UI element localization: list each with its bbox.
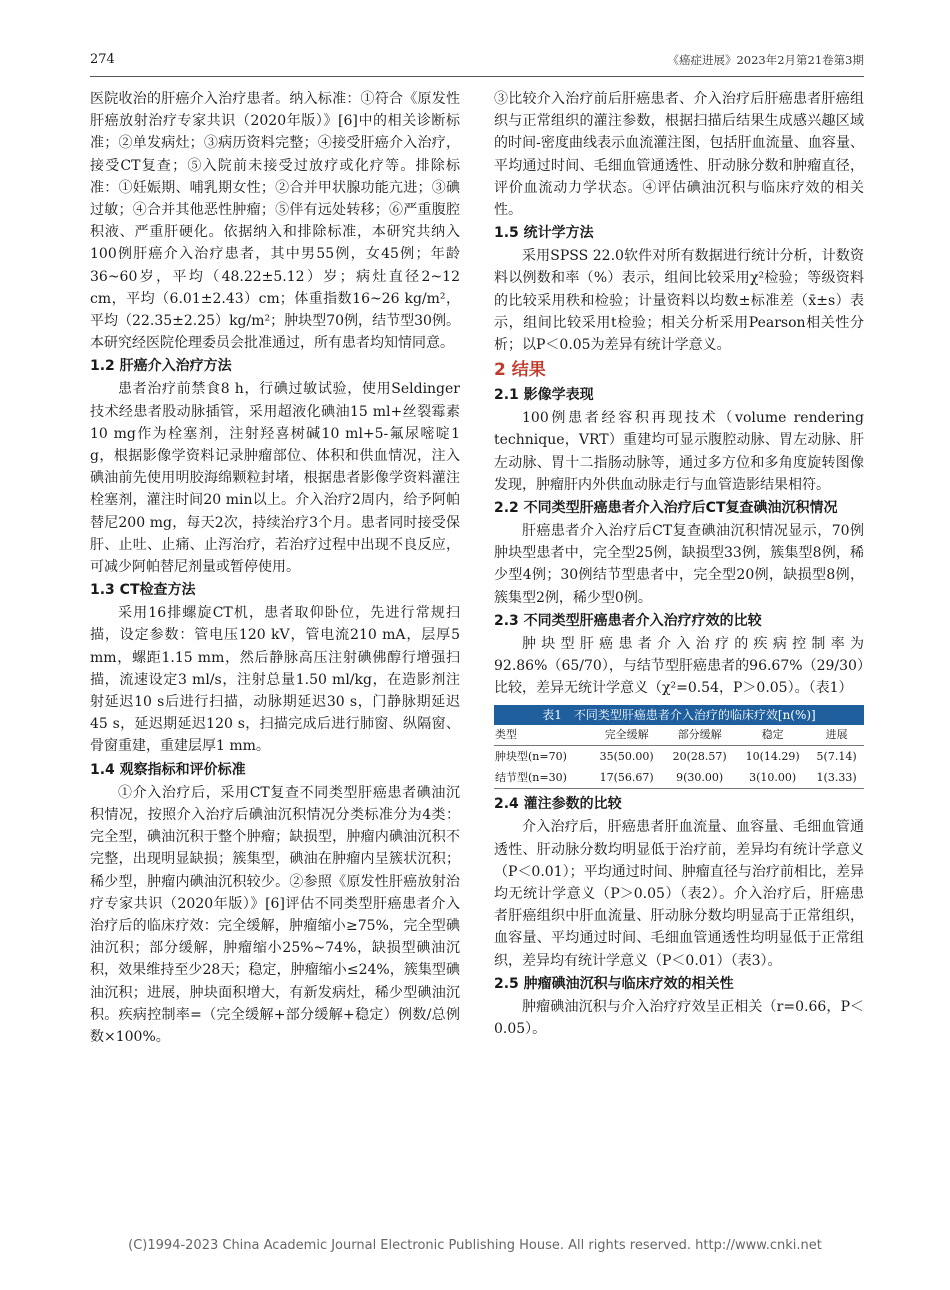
paragraph-intervention-method: 患者治疗前禁食8 h，行碘过敏试验，使用Seldinger技术经患者股动脉插管，采用超液化碘油15 ml+丝裂霉素10 mg作为栓塞剂，注射羟喜树碱10 ml+5-氟尿嘧啶1 g，根据影像学资料记录肿瘤部位、体积和供血情况，注入碘油前先使用明胶海绵颗粒封堵，根据患者影像学资料灌注栓塞剂，灌注时间20 min以上。介入治疗2周内，给予阿帕替尼200 mg，每天2次，持续治疗3个月。患者同时接受保肝、止吐、止痛、止泻治疗，若治疗过程中出现不良反应，可减少阿帕替尼剂量或暂停使用。	[90, 381, 460, 576]
paragraph-evaluation-criteria: ①介入治疗后，采用CT复查不同类型肝癌患者碘油沉积情况，按照介入治疗后碘油沉积情况分类标准分为4类：完全型，碘油沉积于整个肿瘤；缺损型，肿瘤内碘油沉积不完整，出现明显缺损；簇集型，碘油在肿瘤内呈簇状沉积；稀少型，肿瘤内碘油沉积较少。②参照《原发性肝癌放射治疗专家共识（2020年版）》[6]评估不同类型肝癌患者介入治疗后的临床疗效：完全缓解，肿瘤缩小≥75%，完全型碘油沉积；部分缓解，肿瘤缩小25%~74%，缺损型碘油沉积，效果维持至少28天；稳定，肿瘤缩小≤24%，簇集型碘油沉积；进展，肿块面积增大，有新发病灶，稀少型碘油沉积。疾病控制率=（完全缓解+部分缓解+稳定）例数/总例数×100%。	[90, 784, 460, 1045]
section-2-4-heading: 2.4 灌注参数的比较	[494, 796, 622, 813]
table-header-cell: 进展	[809, 725, 864, 746]
table-cell: 结节型(n=30)	[494, 767, 590, 789]
section-2-3-heading: 2.3 不同类型肝癌患者介入治疗疗效的比较	[494, 612, 762, 629]
table-1	[494, 705, 864, 789]
left-column	[90, 88, 460, 1048]
journal-citation: 《癌症进展》2023年2月第21卷第3期	[667, 53, 864, 67]
section-2-heading: 2 结果	[494, 360, 546, 381]
paragraph-imaging: 100例患者经容积再现技术（volume rendering technique，VRT）重建均可显示腹腔动脉、胃左动脉、肝左动脉、胃十二指肠动脉等，通过多方位和多角度旋转图像发现，肿瘤肝内外供血动脉走行与血管造影结果相符。	[494, 410, 864, 493]
section-2-5-heading: 2.5 肿瘤碘油沉积与临床疗效的相关性	[494, 975, 734, 992]
table-1-grid	[494, 725, 864, 789]
table-header-cell: 稳定	[736, 725, 809, 746]
table-row	[494, 767, 864, 789]
paragraph-perfusion-results: 介入治疗后，肝癌患者肝血流量、血容量、毛细血管通透性、肝动脉分数均明显低于治疗前，差异均有统计学意义（P＜0.01）；平均通过时间、肿瘤直径与治疗前相比，差异均无统计学意义（P＞0.05）（表2）。介入治疗后，肝癌患者肝癌组织中肝血流量、肝动脉分数均明显高于正常组织，血容量、平均通过时间、毛细血管通透性均明显低于正常组织，差异均有统计学意义（P＜0.01）（表3）。	[494, 819, 864, 969]
page-header	[90, 52, 864, 74]
section-1-3-heading: 1.3 CT检查方法	[90, 582, 196, 599]
table-cell: 3(10.00)	[736, 767, 809, 789]
table-cell: 10(14.29)	[745, 750, 800, 764]
section-1-2-heading: 1.2 肝癌介入治疗方法	[90, 358, 232, 375]
table-cell: 20(28.57)	[672, 750, 727, 764]
paragraph-ct-method: 采用16排螺旋CT机，患者取仰卧位，先进行常规扫描，设定参数：管电压120 kV，管电流210 mA，层厚5 mm，螺距1.15 mm，然后静脉高压注射碘佛醇行增强扫描，流速设定3 ml/s，注射总量1.50 ml/kg，在造影剂注射延迟10 s后进行扫描，动脉期延迟30 s，门静脉期延迟45 s，延迟期延迟120 s，扫描完成后进行肺窗、纵隔窗、骨窗重建，重建层厚1 mm。	[90, 605, 460, 755]
paragraph-correlation: 肿瘤碘油沉积与介入治疗疗效呈正相关（r=0.66，P＜0.05）。	[494, 998, 864, 1038]
section-2-1-heading: 2.1 影像学表现	[494, 387, 594, 404]
header-rule	[90, 76, 864, 77]
paragraph-perfusion-comparison: ③比较介入治疗前后肝癌患者、介入治疗后肝癌患者肝癌组织与正常组织的灌注参数，根据扫描后结果生成感兴趣区域的时间-密度曲线表示血流灌注图，包括肝血流量、血容量、平均通过时间、毛细血管通透性、肝动脉分数和肿瘤直径，评价血流动力学状态。④评估碘油沉积与临床疗效的相关性。	[494, 91, 864, 219]
table-cell: 1(3.33)	[809, 767, 864, 789]
table-header-row	[494, 725, 864, 746]
paragraph-statistics: 采用SPSS 22.0软件对所有数据进行统计分析，计数资料以例数和率（%）表示，组间比较采用χ²检验；等级资料的比较采用秩和检验；计量资料以均数±标准差（x̄±s）表示，组间比较采用t检验；相关分析采用Pearson相关性分析；以P＜0.05为差异有统计学意义。	[494, 248, 864, 354]
table-row	[494, 746, 864, 768]
table-header-cell: 部分缓解	[663, 725, 736, 746]
page-number: 274	[90, 52, 115, 67]
paragraph-inclusion-criteria: 医院收治的肝癌介入治疗患者。纳入标准：①符合《原发性肝癌放射治疗专家共识（2020年版）》[6]中的相关诊断标准；②单发病灶；③病历资料完整；④接受肝癌介入治疗，接受CT复查；⑤入院前未接受过放疗或化疗等。排除标准：①妊娠期、哺乳期女性；②合并甲状腺功能亢进；③碘过敏；④合并其他恶性肿瘤；⑤伴有远处转移；⑥严重腹腔积液、严重肝硬化。依据纳入和排除标准，本研究共纳入100例肝癌介入治疗患者，其中男55例，女45例；年龄36~60岁，平均（48.22±5.12）岁；病灶直径2~12 cm，平均（6.01±2.43）cm；体重指数16~26 kg/m²，平均（22.35±2.25）kg/m²；肿块型70例，结节型30例。本研究经医院伦理委员会批准通过，所有患者均知情同意。	[90, 91, 460, 352]
section-1-5-heading: 1.5 统计学方法	[494, 225, 594, 242]
table-header-cell: 完全缓解	[590, 725, 663, 746]
table-cell: 5(7.14)	[816, 750, 857, 764]
copyright-footer: (C)1994-2023 China Academic Journal Electronic Publishing House. All rights reserved. http://www.cnki.net	[128, 1238, 822, 1253]
section-1-4-heading: 1.4 观察指标和评价标准	[90, 761, 246, 778]
table-cell: 肿块型(n=70)	[495, 750, 567, 764]
table-cell: 35(50.00)	[599, 750, 654, 764]
table-cell: 9(30.00)	[663, 767, 736, 789]
paragraph-efficacy: 肿块型肝癌患者介入治疗的疾病控制率为92.86%（65/70），与结节型肝癌患者的96.67%（29/30）比较，差异无统计学意义（χ²=0.54，P＞0.05）。（表1）	[494, 635, 864, 697]
paragraph-lipiodol-deposition: 肝癌患者介入治疗后CT复查碘油沉积情况显示，70例肿块型患者中，完全型25例，缺损型33例，簇集型8例，稀少型4例；30例结节型患者中，完全型20例，缺损型8例，簇集型2例，稀少型0例。	[494, 523, 864, 606]
table-header-cell: 类型	[494, 725, 590, 746]
section-2-2-heading: 2.2 不同类型肝癌患者介入治疗后CT复查碘油沉积情况	[494, 500, 838, 517]
right-column	[494, 88, 864, 1040]
table-cell: 17(56.67)	[590, 767, 663, 789]
table-1-caption: 表1 不同类型肝癌患者介入治疗的临床疗效[n(%)]	[494, 705, 864, 725]
